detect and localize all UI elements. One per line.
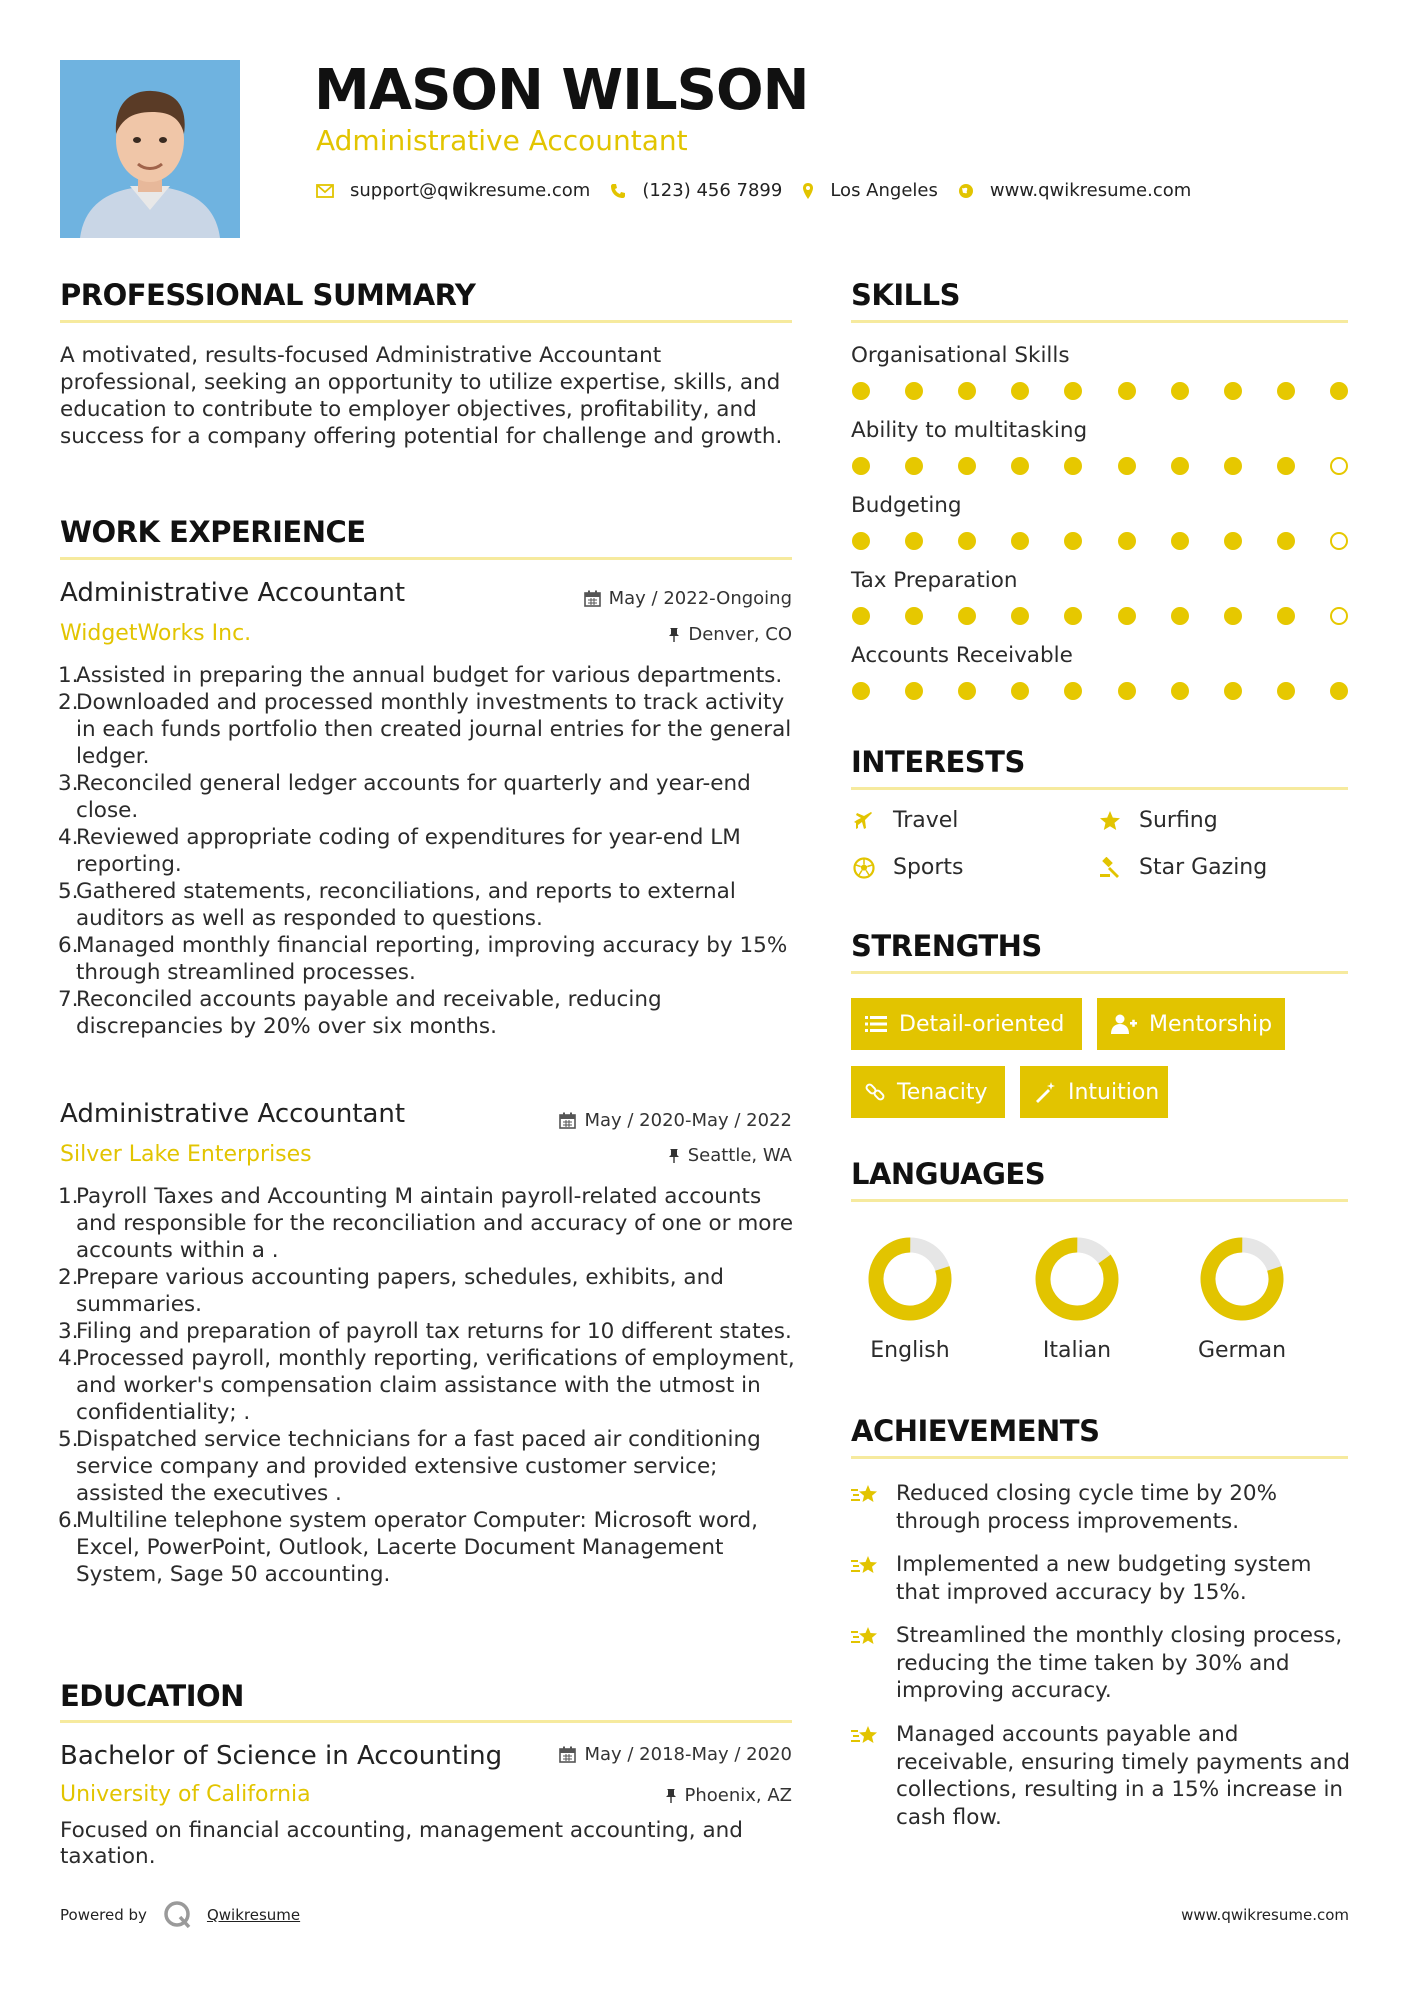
rating-dot-filled (1011, 682, 1029, 700)
shooting-star-icon (850, 1551, 880, 1606)
summary-divider (60, 320, 792, 323)
achievements-divider (851, 1456, 1348, 1459)
rating-dot-filled (852, 682, 870, 700)
skills-divider (851, 320, 1348, 323)
plane-icon (851, 811, 877, 831)
language-item (1007, 1236, 1147, 1363)
rating-dot-filled (1277, 457, 1295, 475)
interest-item-surfing: Surfing (1097, 808, 1218, 833)
rating-dot-filled (1171, 457, 1189, 475)
powered-by-label: Powered by (60, 1906, 147, 1924)
rating-dot-filled (1171, 682, 1189, 700)
rating-dot-filled (1277, 382, 1295, 400)
rating-dot-filled (1064, 382, 1082, 400)
rating-dot-filled (1011, 457, 1029, 475)
list-item: 7. Reconciled accounts payable and receivable, reducing discrepancies by 20% over six months. (58, 987, 662, 1039)
pushpin-icon (668, 627, 680, 643)
calendar-icon (584, 590, 601, 607)
list-item: 2. Prepare various accounting papers, schedules, exhibits, and summaries. (58, 1265, 724, 1317)
contact-phone[interactable] (610, 180, 782, 201)
job-dates (480, 1110, 792, 1131)
rating-dot-filled (1171, 607, 1189, 625)
candidate-title: Administrative Accountant (316, 124, 688, 157)
skill-name: Budgeting (851, 493, 962, 518)
rating-dot-filled (1277, 682, 1295, 700)
list-item: 1. Assisted in preparing the annual budget for various departments. (58, 663, 783, 688)
skill-rating (852, 381, 1348, 401)
magic-wand-icon (1034, 1081, 1056, 1103)
strengths-heading: STRENGTHS (851, 929, 1042, 963)
language-name: English (870, 1338, 950, 1363)
rating-dot-filled (958, 607, 976, 625)
achievements-heading: ACHIEVEMENTS (851, 1414, 1100, 1448)
experience-heading: WORK EXPERIENCE (60, 515, 366, 549)
envelope-icon (316, 184, 334, 198)
job-duties-list (58, 1183, 798, 1588)
footer-website[interactable]: www.qwikresume.com (1181, 1906, 1349, 1924)
list-item: 4. Reviewed appropriate coding of expenditures for year-end LM reporting. (58, 825, 741, 877)
strength-badge: Tenacity (851, 1066, 1005, 1118)
interest-item-travel: Travel (851, 808, 958, 833)
strength-badge: Intuition (1020, 1066, 1168, 1118)
rating-dot-filled (852, 457, 870, 475)
degree-title: Bachelor of Science in Accounting (60, 1741, 503, 1771)
rating-dot-filled (1224, 607, 1242, 625)
contact-website[interactable] (958, 180, 1191, 201)
school-name: University of California (60, 1782, 311, 1807)
skill-name: Ability to multitasking (851, 418, 1088, 443)
education-location (480, 1785, 792, 1806)
rating-dot-filled (1224, 457, 1242, 475)
education-dates-text: May / 2018-May / 2020 (584, 1744, 792, 1765)
rating-dot-filled (905, 457, 923, 475)
experience-divider (60, 557, 792, 560)
phone-text: (123) 456 7899 (642, 180, 783, 201)
achievement-item: Streamlined the monthly closing process, reducing the time taken by 30% and improving accuracy. (850, 1622, 1350, 1705)
rating-dot-filled (958, 532, 976, 550)
rating-dot-filled (1330, 682, 1348, 700)
strength-badge: Detail-oriented (851, 998, 1082, 1050)
list-item: 1. Payroll Taxes and Accounting M aintain payroll-related accounts and responsible for the reconciliation and accuracy of one or more accounts within a . (58, 1184, 794, 1263)
rating-dot-filled (905, 382, 923, 400)
job-location (480, 624, 792, 645)
company-name: WidgetWorks Inc. (60, 621, 252, 646)
education-description: Focused on financial accounting, management accounting, and taxation. (60, 1818, 743, 1869)
languages-divider (851, 1199, 1348, 1202)
list-item: 5. Dispatched service technicians for a fast paced air conditioning service company and provided extensive customer service; assisted the executives . (58, 1427, 761, 1506)
skill-name: Organisational Skills (851, 343, 1070, 368)
rating-dot-filled (905, 607, 923, 625)
rating-dot-filled (1118, 682, 1136, 700)
map-pin-icon (802, 182, 814, 200)
qwikresume-link[interactable]: Qwikresume (206, 1906, 301, 1924)
skill-rating (852, 606, 1348, 626)
rating-dot-filled (852, 607, 870, 625)
job-title: Administrative Accountant (60, 1099, 406, 1129)
rating-dot-filled (1011, 532, 1029, 550)
rating-dot-filled (1171, 382, 1189, 400)
rating-dot-filled (905, 682, 923, 700)
list-item: 4. Processed payroll, monthly reporting, verifications of employment, and worker's compensation claim assistance with the utmost in confidentiality; . (58, 1346, 795, 1425)
calendar-icon (559, 1112, 576, 1129)
contact-bar (316, 180, 1211, 201)
rating-dot-filled (1224, 682, 1242, 700)
list-item: 6. Managed monthly financial reporting, improving accuracy by 15% through streamlined processes. (58, 933, 788, 985)
user-plus-icon (1111, 1014, 1137, 1034)
rating-dot-filled (1011, 382, 1029, 400)
footer-powered-by (60, 1900, 300, 1930)
rating-dot-empty (1330, 457, 1348, 475)
rating-dot-filled (1064, 607, 1082, 625)
summary-text: A motivated, results-focused Administrative Accountant professional, seeking an opportunity to utilize expertise, skills, and education to contribute to employer objectives, profitability, and success for a company offering potential for challenge and growth. (60, 343, 783, 449)
rating-dot-filled (852, 532, 870, 550)
shooting-star-icon (850, 1622, 880, 1705)
education-location-text: Phoenix, AZ (684, 1785, 792, 1806)
proficiency-ring (1034, 1236, 1120, 1322)
website-text: www.qwikresume.com (989, 180, 1192, 201)
list-item: 3. Reconciled general ledger accounts for quarterly and year-end close. (58, 771, 751, 823)
strengths-divider (851, 971, 1348, 974)
job-dates (480, 588, 792, 609)
job-dates-text: May / 2022-Ongoing (608, 588, 792, 609)
interest-item-sports: Sports (851, 855, 964, 880)
location-text: Los Angeles (830, 180, 938, 201)
skill-rating (852, 531, 1348, 551)
rating-dot-empty (1330, 532, 1348, 550)
profile-photo (60, 60, 240, 238)
rating-dot-filled (958, 457, 976, 475)
qwikresume-logo-icon (163, 1900, 193, 1930)
rating-dot-filled (1118, 382, 1136, 400)
email-text: support@qwikresume.com (350, 180, 591, 201)
rating-dot-filled (1118, 532, 1136, 550)
list-item: 5. Gathered statements, reconciliations, and reports to external auditors as well as responded to questions. (58, 879, 736, 931)
rating-dot-filled (1277, 607, 1295, 625)
interest-item-star-gazing: Star Gazing (1097, 855, 1267, 880)
contact-location (802, 180, 938, 201)
rating-dot-filled (905, 532, 923, 550)
pushpin-icon (668, 1148, 680, 1164)
rating-dot-filled (1118, 457, 1136, 475)
skills-heading: SKILLS (851, 278, 960, 312)
job-location (480, 1145, 792, 1166)
rating-dot-empty (1330, 607, 1348, 625)
skill-name: Accounts Receivable (851, 643, 1073, 668)
pushpin-icon (665, 1788, 677, 1804)
languages-heading: LANGUAGES (851, 1157, 1046, 1191)
skill-rating (852, 456, 1348, 476)
rating-dot-filled (1224, 382, 1242, 400)
language-item (840, 1236, 980, 1363)
strength-badge: Mentorship (1097, 998, 1285, 1050)
interests-divider (851, 787, 1348, 790)
rating-dot-filled (1064, 532, 1082, 550)
star-icon (1097, 810, 1123, 832)
rating-dot-filled (1064, 457, 1082, 475)
job-title: Administrative Accountant (60, 578, 406, 608)
soccer-ball-icon (851, 857, 877, 879)
globe-icon (958, 183, 974, 199)
rating-dot-filled (958, 382, 976, 400)
education-dates (480, 1744, 792, 1765)
achievement-item: Implemented a new budgeting system that improved accuracy by 15%. (850, 1551, 1350, 1606)
education-heading: EDUCATION (60, 1679, 244, 1713)
language-name: Italian (1042, 1338, 1112, 1363)
job-location-text: Seattle, WA (687, 1145, 792, 1166)
proficiency-ring (867, 1236, 953, 1322)
rating-dot-filled (1118, 607, 1136, 625)
shooting-star-icon (850, 1721, 880, 1831)
list-item: 3. Filing and preparation of payroll tax returns for 10 different states. (58, 1319, 792, 1344)
list-icon (865, 1015, 887, 1033)
rating-dot-filled (852, 382, 870, 400)
rating-dot-filled (958, 682, 976, 700)
job-dates-text: May / 2020-May / 2022 (584, 1110, 792, 1131)
achievement-item: Managed accounts payable and receivable, ensuring timely payments and collections, resulting in a 15% increase in cash flow. (850, 1721, 1350, 1831)
summary-heading: PROFESSIONAL SUMMARY (60, 278, 476, 312)
candidate-name: MASON WILSON (314, 58, 809, 123)
rating-dot-filled (1224, 532, 1242, 550)
calendar-icon (559, 1746, 576, 1763)
education-divider (60, 1720, 792, 1723)
interests-heading: INTERESTS (851, 745, 1025, 779)
rating-dot-filled (1277, 532, 1295, 550)
language-item (1172, 1236, 1312, 1363)
job-location-text: Denver, CO (688, 624, 792, 645)
proficiency-ring (1199, 1236, 1285, 1322)
skill-name: Tax Preparation (851, 568, 1018, 593)
company-name: Silver Lake Enterprises (60, 1142, 312, 1167)
contact-email[interactable] (316, 180, 590, 201)
gavel-icon (1097, 857, 1123, 879)
rating-dot-filled (1330, 382, 1348, 400)
phone-icon (610, 183, 626, 199)
list-item: 2. Downloaded and processed monthly investments to track activity in each funds portfolio then created journal entries for the general ledger. (58, 690, 792, 769)
skill-rating (852, 681, 1348, 701)
language-name: German (1197, 1338, 1287, 1363)
rating-dot-filled (1011, 607, 1029, 625)
list-item: 6. Multiline telephone system operator Computer: Microsoft word, Excel, PowerPoint, Outlook, Lacerte Document Management System, Sage 50 accounting. (58, 1508, 758, 1587)
shooting-star-icon (850, 1480, 880, 1535)
achievement-item: Reduced closing cycle time by 20% through process improvements. (850, 1480, 1350, 1535)
rating-dot-filled (1171, 532, 1189, 550)
link-icon (865, 1082, 885, 1102)
job-duties-list (58, 662, 798, 1040)
rating-dot-filled (1064, 682, 1082, 700)
